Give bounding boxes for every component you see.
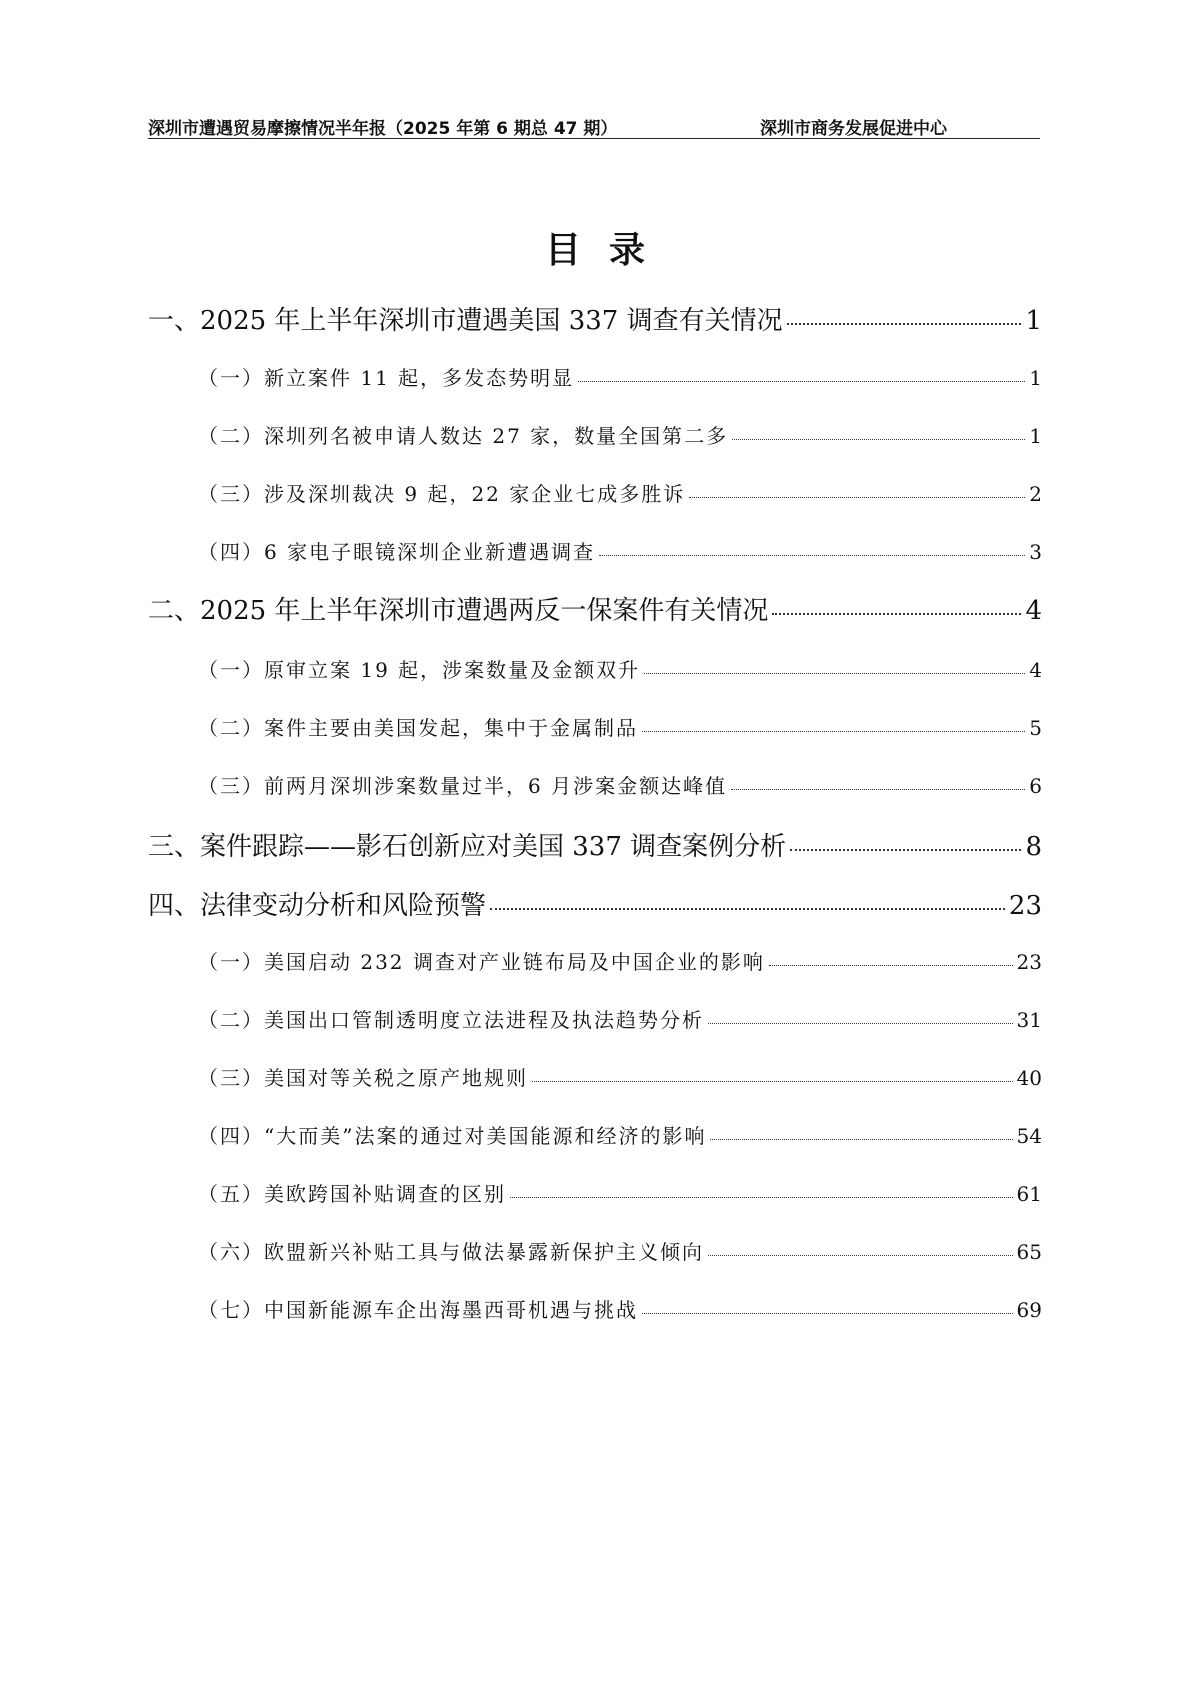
toc-entry-page: 23 <box>1016 950 1042 974</box>
toc-entry-section-1-1[interactable] <box>198 362 1042 391</box>
toc-entry-label: （二）美国出口管制透明度立法进程及执法趋势分析 <box>198 1008 704 1032</box>
toc-entry-page: 69 <box>1016 1298 1042 1322</box>
header-organization: 深圳市商务发展促进中心 <box>760 119 947 139</box>
toc-entry-page: 3 <box>1029 540 1042 564</box>
toc-entry-page: 31 <box>1016 1008 1042 1032</box>
toc-entry-page: 6 <box>1029 774 1042 798</box>
page-header <box>148 112 1040 139</box>
toc-entry-section-2-2[interactable] <box>198 712 1042 741</box>
toc-entry-label: 二、2025 年上半年深圳市遭遇两反一保案件有关情况 <box>148 596 769 626</box>
dot-leader <box>708 1255 1013 1256</box>
toc-entry-label: （三）涉及深圳裁决 9 起，22 家企业七成多胜诉 <box>198 482 686 506</box>
toc-entry-page: 1 <box>1029 366 1042 390</box>
dot-leader <box>769 965 1013 966</box>
toc-entry-section-4-6[interactable] <box>198 1236 1042 1265</box>
toc-entry-section-1-4[interactable] <box>198 536 1042 565</box>
dot-leader <box>772 613 1021 615</box>
toc-title: 目录 <box>544 230 673 271</box>
toc-entry-page: 5 <box>1029 716 1042 740</box>
dot-leader <box>710 1139 1012 1140</box>
toc-entry-section-4-2[interactable] <box>198 1004 1042 1033</box>
toc-entry-label: （六）欧盟新兴补贴工具与做法暴露新保护主义倾向 <box>198 1240 704 1264</box>
toc-entry-page: 8 <box>1025 832 1042 862</box>
toc-entry-label: 四、法律变动分析和风险预警 <box>148 891 487 921</box>
dot-leader <box>578 381 1025 382</box>
toc-entry-page: 4 <box>1025 596 1042 626</box>
toc-entry-label: （四）“大而美”法案的通过对美国能源和经济的影响 <box>198 1124 707 1148</box>
toc-entry-page: 1 <box>1025 306 1042 336</box>
toc-entry-section-4-1[interactable] <box>198 946 1042 975</box>
toc-entry-section-1-2[interactable] <box>198 420 1042 449</box>
toc-entry-page: 61 <box>1016 1182 1042 1206</box>
dot-leader <box>732 439 1025 440</box>
toc-entry-section-1-3[interactable] <box>198 478 1042 507</box>
toc-entry-label: 三、案件跟踪——影石创新应对美国 337 调查案例分析 <box>148 832 787 862</box>
toc-entry-section-2-3[interactable] <box>198 770 1042 799</box>
dot-leader <box>599 555 1025 556</box>
dot-leader <box>708 1023 1013 1024</box>
toc-entry-page: 40 <box>1016 1066 1042 1090</box>
toc-entry-page: 1 <box>1029 424 1042 448</box>
dot-leader <box>787 323 1022 325</box>
toc-entry-section-3[interactable] <box>148 826 1042 863</box>
toc-entry-section-2-1[interactable] <box>198 654 1042 683</box>
toc-entry-section-4-5[interactable] <box>198 1178 1042 1207</box>
toc-entry-page: 2 <box>1029 482 1042 506</box>
dot-leader <box>731 789 1025 790</box>
toc-entry-section-2[interactable] <box>148 590 1042 627</box>
dot-leader <box>642 731 1025 732</box>
dot-leader <box>510 1197 1013 1198</box>
header-report-title: 深圳市遭遇贸易摩擦情况半年报（2025 年第 6 期总 47 期） <box>148 119 618 139</box>
toc-entry-page: 65 <box>1016 1240 1042 1264</box>
dot-leader <box>644 673 1025 674</box>
toc-entry-label: （四）6 家电子眼镜深圳企业新遭遇调查 <box>198 540 596 564</box>
toc-entry-section-4[interactable] <box>148 885 1042 922</box>
toc-entry-label: （一）原审立案 19 起，涉案数量及金额双升 <box>198 658 641 682</box>
toc-entry-page: 23 <box>1008 891 1042 921</box>
toc-entry-label: （二）深圳列名被申请人数达 27 家，数量全国第二多 <box>198 424 729 448</box>
toc-entry-label: （七）中国新能源车企出海墨西哥机遇与挑战 <box>198 1298 638 1322</box>
toc-entry-label: 一、2025 年上半年深圳市遭遇美国 337 调查有关情况 <box>148 306 783 336</box>
dot-leader <box>532 1081 1013 1082</box>
toc-entry-label: （三）美国对等关税之原产地规则 <box>198 1066 528 1090</box>
toc-entry-section-4-3[interactable] <box>198 1062 1042 1091</box>
toc-entry-page: 4 <box>1029 658 1042 682</box>
dot-leader <box>642 1313 1013 1314</box>
toc-entry-label: （一）新立案件 11 起，多发态势明显 <box>198 366 575 390</box>
toc-entry-page: 54 <box>1016 1124 1042 1148</box>
dot-leader <box>490 908 1005 910</box>
toc-entry-label: （一）美国启动 232 调查对产业链布局及中国企业的影响 <box>198 950 765 974</box>
toc-entry-section-4-4[interactable] <box>198 1120 1042 1149</box>
dot-leader <box>689 497 1025 498</box>
toc-entry-section-1[interactable] <box>148 300 1042 337</box>
dot-leader <box>790 849 1021 851</box>
toc-entry-label: （三）前两月深圳涉案数量过半，6 月涉案金额达峰值 <box>198 774 728 798</box>
toc-entry-section-4-7[interactable] <box>198 1294 1042 1323</box>
toc-entry-label: （二）案件主要由美国发起，集中于金属制品 <box>198 716 638 740</box>
toc-entry-label: （五）美欧跨国补贴调查的区别 <box>198 1182 506 1206</box>
